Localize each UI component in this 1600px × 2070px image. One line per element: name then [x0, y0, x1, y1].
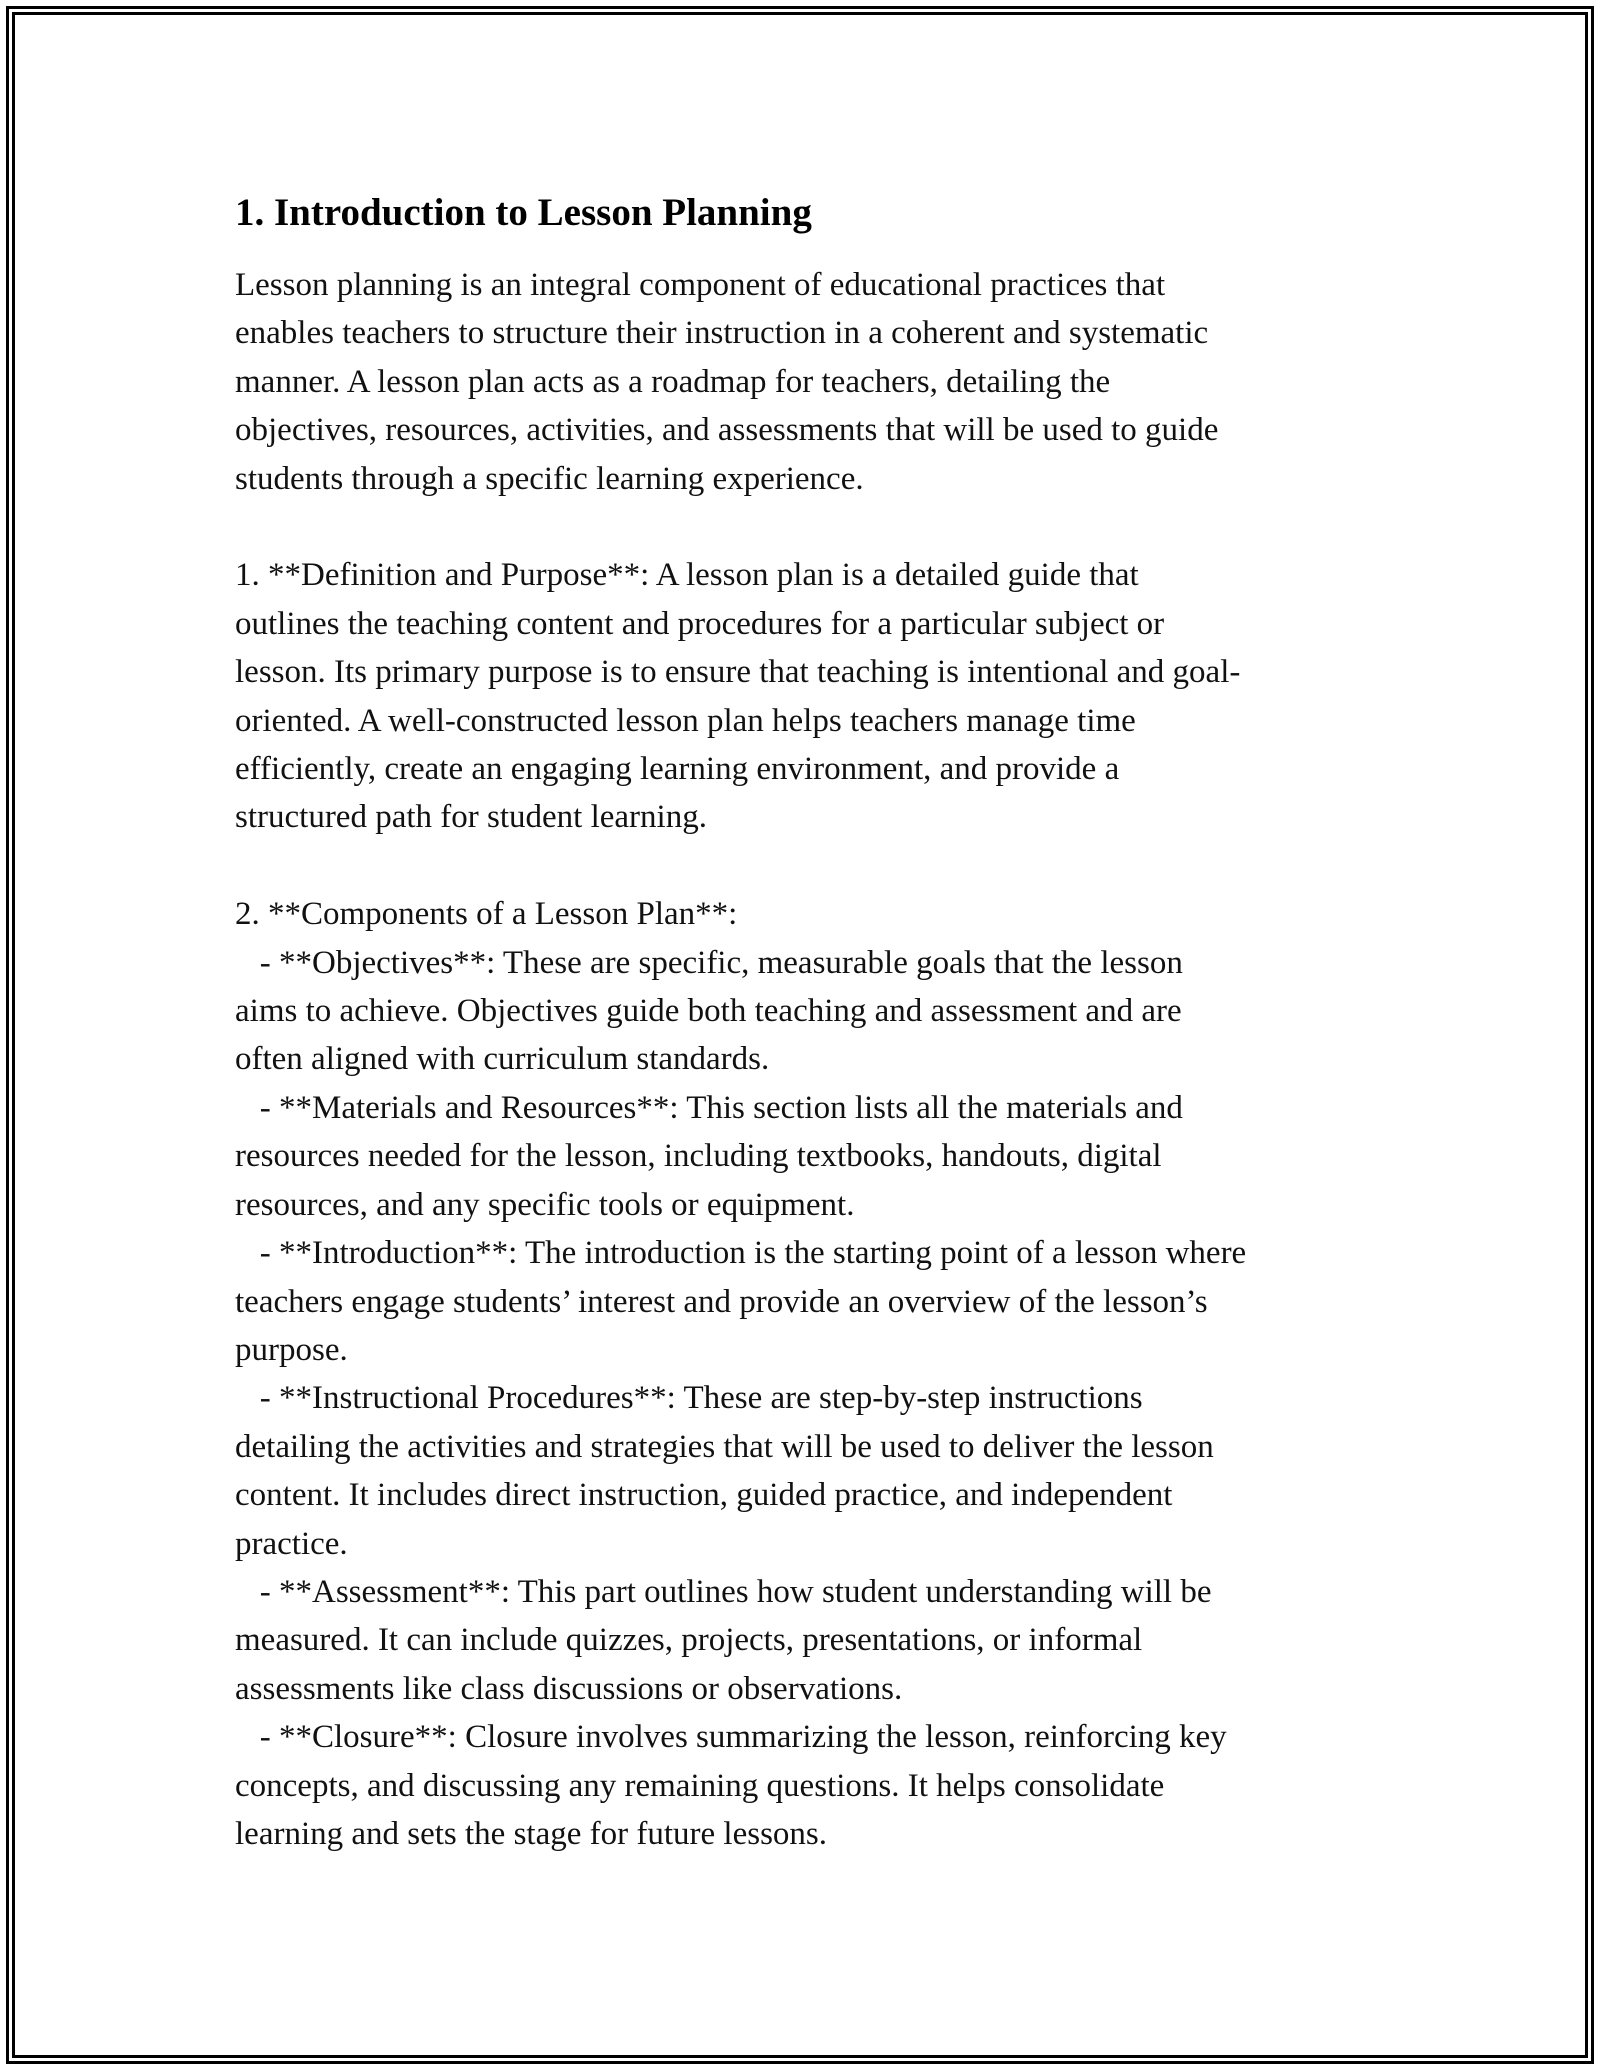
document-body	[235, 185, 1365, 1858]
component-materials: - **Materials and Resources**: This section lists all the materials and resources needed for the lesson, including textbooks, handouts, digital resources, and any specific tools or equipment.	[235, 1089, 1183, 1223]
definition-paragraph: 1. **Definition and Purpose**: A lesson plan is a detailed guide that outlines the teaching content and procedures for a particular subject or lesson. Its primary purpose is to ensure that teaching is intentional and goal- oriented. A well-constructed lesson plan helps teachers manage time efficiently, create an engaging learning environment, and provide a structured path for student learning.	[235, 557, 1241, 836]
component-procedures: - **Instructional Procedures**: These are step-by-step instructions detailing the activities and strategies that will be used to deliver the lesson content. It includes direct instruction, guided practice, and independent practice.	[235, 1380, 1214, 1562]
paragraph-spacer	[235, 503, 1365, 551]
component-closure: - **Closure**: Closure involves summarizing the lesson, reinforcing key concepts, and discussing any remaining questions. It helps consolidate learning and sets the stage for future lessons.	[235, 1719, 1227, 1852]
component-objectives: - **Objectives**: These are specific, measurable goals that the lesson aims to achieve. Objectives guide both teaching and assessment and are often aligned with curriculum standards.	[235, 944, 1183, 1078]
component-introduction: - **Introduction**: The introduction is the starting point of a lesson where teachers engage students’ interest and provide an overview of the lesson’s purpose.	[235, 1235, 1247, 1368]
intro-paragraph: Lesson planning is an integral component of educational practices that enables teachers to structure their instruction in a coherent and systematic manner. A lesson plan acts as a roadmap for teachers, detailing the objectives, resources, activities, and assessments that will be used to guide students through a specific learning experience.	[235, 267, 1219, 497]
section-heading: 1. Introduction to Lesson Planning	[235, 191, 812, 234]
component-assessment: - **Assessment**: This part outlines how student understanding will be measured. It can include quizzes, projects, presentations, or informal assessments like class discussions or observations.	[235, 1573, 1212, 1707]
components-title: 2. **Components of a Lesson Plan**:	[235, 896, 738, 933]
paragraph-spacer	[235, 842, 1365, 890]
